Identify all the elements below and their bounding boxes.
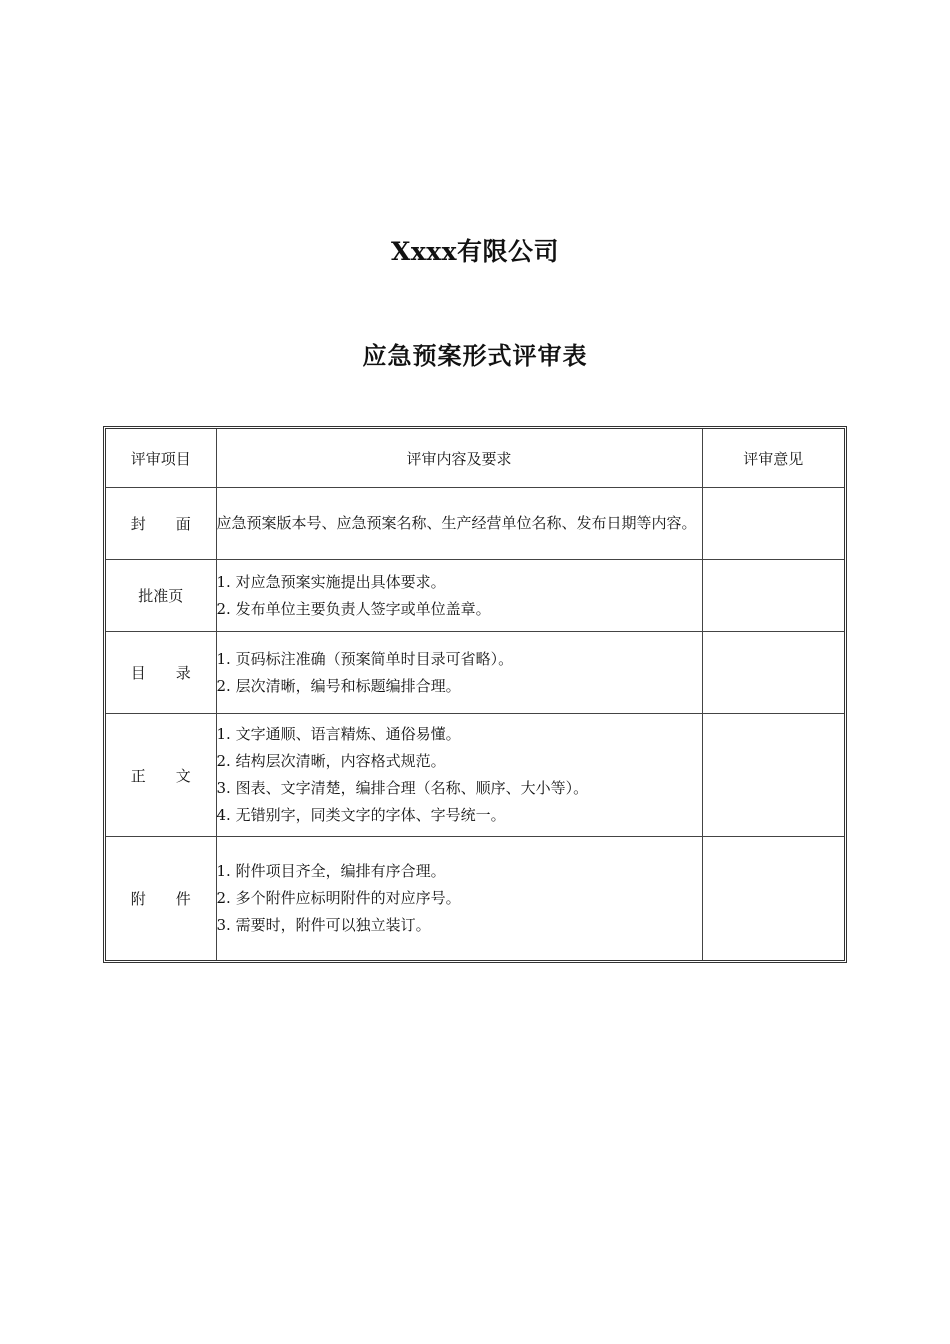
row-opinion-cell[interactable] bbox=[702, 714, 844, 837]
content-line: 1. 页码标注准确（预案简单时目录可省略）。 bbox=[216, 649, 514, 668]
header-review-opinion: 评审意见 bbox=[702, 429, 844, 488]
content-line: 4. 无错别字，同类文字的字体、字号统一。 bbox=[216, 806, 506, 824]
content-line: 3. 需要时，附件可以独立装订。 bbox=[216, 915, 431, 934]
table-row-body bbox=[106, 714, 844, 837]
form-title: 应急预案形式评审表 bbox=[362, 341, 588, 370]
row-item-label: 目 录 bbox=[106, 632, 216, 714]
content-line: 2. 层次清晰，编号和标题编排合理。 bbox=[216, 676, 461, 695]
row-item-label: 正 文 bbox=[106, 714, 216, 837]
content-line: 3. 图表、文字清楚，编排合理（名称、顺序、大小等）。 bbox=[216, 779, 589, 797]
row-item-label: 附 件 bbox=[106, 837, 216, 960]
table-row-cover bbox=[106, 488, 844, 560]
row-content bbox=[216, 560, 702, 632]
row-content bbox=[216, 714, 702, 837]
table-row-toc bbox=[106, 632, 844, 714]
content-line: 应急预案版本号、应急预案名称、生产经营单位名称、发布日期等内容。 bbox=[216, 514, 697, 532]
content-line: 2. 发布单位主要负责人签字或单位盖章。 bbox=[216, 599, 491, 618]
row-opinion-cell[interactable] bbox=[702, 488, 844, 560]
content-line: 2. 多个附件应标明附件的对应序号。 bbox=[216, 888, 461, 907]
row-content bbox=[216, 488, 702, 560]
content-line: 1. 文字通顺、语言精炼、通俗易懂。 bbox=[216, 725, 461, 743]
table-row-approval bbox=[106, 560, 844, 632]
row-item-label: 批准页 bbox=[106, 560, 216, 632]
row-item-label: 封 面 bbox=[106, 488, 216, 560]
review-table-frame bbox=[103, 426, 847, 963]
content-line: 1. 对应急预案实施提出具体要求。 bbox=[216, 572, 446, 591]
review-table bbox=[106, 429, 844, 960]
header-review-content: 评审内容及要求 bbox=[216, 429, 702, 488]
row-content bbox=[216, 632, 702, 714]
row-opinion-cell[interactable] bbox=[702, 560, 844, 632]
header-review-item: 评审项目 bbox=[106, 429, 216, 488]
table-row-attachments bbox=[106, 837, 844, 960]
row-opinion-cell[interactable] bbox=[702, 632, 844, 714]
row-content bbox=[216, 837, 702, 960]
company-name: Xxxx有限公司 bbox=[390, 237, 560, 266]
content-line: 2. 结构层次清晰，内容格式规范。 bbox=[216, 752, 446, 770]
content-line: 1. 附件项目齐全，编排有序合理。 bbox=[216, 861, 446, 880]
table-header-row bbox=[106, 429, 844, 488]
row-opinion-cell[interactable] bbox=[702, 837, 844, 960]
